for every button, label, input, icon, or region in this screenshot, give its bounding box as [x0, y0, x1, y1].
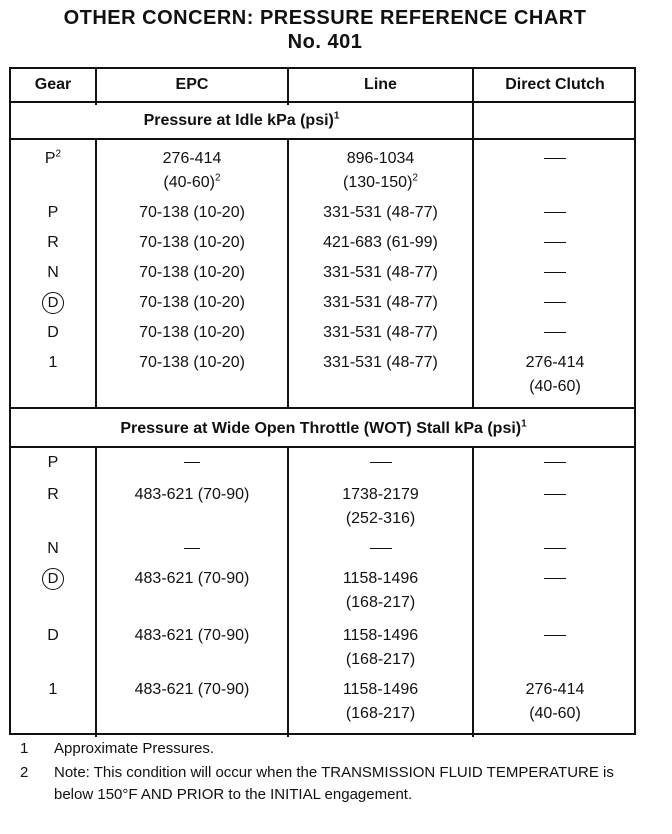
wot-row-6-dc-line-2: (40-60)	[529, 705, 581, 722]
idle-row-2-line-value: 331-531 (48-77)	[323, 204, 438, 221]
idle-row-7-line	[289, 351, 472, 375]
idle-row-7-gear-value: 1	[48, 354, 58, 371]
wot-row-6-line	[289, 678, 472, 726]
idle-row-1-gear-value: P	[44, 150, 56, 167]
idle-row-5-gear-circled: D	[42, 292, 64, 314]
wot-row-6-epc	[97, 678, 287, 702]
idle-row-6-epc-value: 70-138 (10-20)	[139, 324, 245, 341]
section-wot-footnote-ref: 1	[521, 418, 527, 430]
pressure-reference-table	[9, 67, 636, 735]
wot-row-1-gear	[11, 451, 95, 475]
header-line: Line	[364, 76, 397, 93]
wot-row-2-line	[289, 483, 472, 531]
idle-row-7-epc-value: 70-138 (10-20)	[139, 354, 245, 371]
wot-row-5-line-line-1: 1158-1496	[342, 627, 419, 644]
chart-number: No. 401	[287, 31, 363, 53]
wot-row-1-epc-dash	[184, 462, 200, 463]
idle-row-3-gear	[11, 231, 95, 255]
footnote-1-number: 1	[20, 740, 29, 757]
section-idle-title	[11, 109, 472, 133]
idle-row-4-epc	[97, 261, 287, 285]
idle-row-3-line	[289, 231, 472, 255]
idle-row-7-line-value: 331-531 (48-77)	[323, 354, 438, 371]
idle-row-1-epc-footnote-ref: 2	[215, 172, 221, 184]
idle-row-4-line	[289, 261, 472, 285]
idle-row-3-epc	[97, 231, 287, 255]
wot-row-1-gear-value: P	[47, 454, 59, 471]
idle-row-1-line	[289, 147, 472, 195]
idle-row-7-dc-line-1: 276-414	[525, 354, 585, 371]
idle-row-2-dc	[474, 201, 636, 225]
idle-row-5-epc	[97, 291, 287, 315]
wot-row-6-line-line-1: 1158-1496	[342, 681, 419, 698]
wot-row-2-gear-value: R	[47, 486, 59, 503]
idle-row-4-gear-value: N	[47, 264, 59, 281]
idle-row-5-dc-dash	[544, 302, 566, 303]
idle-section-divider	[11, 138, 634, 140]
header-divider	[11, 101, 634, 103]
idle-row-1-line-footnote-ref: 2	[412, 172, 418, 184]
idle-row-4-dc-dash	[544, 272, 566, 273]
wot-row-4-line-line-1: 1158-1496	[342, 570, 419, 587]
wot-row-5-epc-value: 483-621 (70-90)	[134, 627, 250, 644]
idle-row-6-dc-dash	[544, 332, 566, 333]
idle-row-2-gear-value: P	[47, 204, 59, 221]
idle-row-5-epc-value: 70-138 (10-20)	[139, 294, 245, 311]
wot-row-3-epc-dash	[184, 548, 200, 549]
wot-row-6-line-line-2: (168-217)	[345, 705, 416, 722]
wot-row-3-dc	[474, 537, 636, 561]
section-idle-label: Pressure at Idle kPa (psi)	[143, 112, 334, 129]
idle-row-6-gear	[11, 321, 95, 345]
footnote-1-text: Approximate Pressures.	[54, 740, 215, 757]
idle-row-7-epc	[97, 351, 287, 375]
wot-row-1-line	[289, 451, 472, 475]
idle-row-7-dc	[474, 351, 636, 399]
wot-row-2-epc-value: 483-621 (70-90)	[134, 486, 250, 503]
chart-title-line1: OTHER CONCERN: PRESSURE REFERENCE CHART	[63, 7, 587, 29]
idle-row-2-line	[289, 201, 472, 225]
wot-row-5-epc	[97, 624, 287, 648]
wot-row-1-line-dash	[370, 462, 392, 463]
idle-row-5-line	[289, 291, 472, 315]
idle-row-1-dc-dash	[544, 158, 566, 159]
wot-row-1-epc	[97, 451, 287, 475]
idle-row-2-dc-dash	[544, 212, 566, 213]
section-idle-footnote-ref: 1	[333, 110, 340, 122]
idle-row-1-gear-footnote-ref: 2	[55, 148, 62, 160]
idle-row-6-dc	[474, 321, 636, 345]
wot-row-1-dc	[474, 451, 636, 475]
wot-row-2-dc-dash	[544, 494, 566, 495]
idle-row-1-line-line-1: 896-1034	[346, 150, 415, 167]
idle-row-1-epc	[97, 147, 287, 195]
wot-row-6-dc-line-1: 276-414	[525, 681, 585, 698]
wot-row-5-gear-value: D	[47, 627, 59, 644]
header-direct-clutch: Direct Clutch	[505, 76, 605, 93]
idle-row-1-epc-line-1: 276-414	[162, 150, 222, 167]
wot-row-6-gear-value: 1	[48, 681, 58, 698]
wot-row-6-gear	[11, 678, 95, 702]
wot-row-3-line	[289, 537, 472, 561]
footnote-2-number: 2	[20, 764, 29, 781]
idle-row-2-epc	[97, 201, 287, 225]
wot-row-4-gear-circled: D	[42, 568, 64, 590]
idle-row-4-line-value: 331-531 (48-77)	[323, 264, 438, 281]
wot-row-3-gear-value: N	[47, 540, 59, 557]
header-gear: Gear	[34, 76, 72, 93]
idle-row-4-dc	[474, 261, 636, 285]
idle-row-5-line-value: 331-531 (48-77)	[323, 294, 438, 311]
wot-row-5-gear	[11, 624, 95, 648]
idle-row-6-line	[289, 321, 472, 345]
idle-row-2-epc-value: 70-138 (10-20)	[139, 204, 245, 221]
footnote-1	[20, 738, 614, 760]
idle-row-6-line-value: 331-531 (48-77)	[323, 324, 438, 341]
idle-row-5-dc	[474, 291, 636, 315]
wot-row-6-dc	[474, 678, 636, 726]
idle-row-5-gear	[11, 291, 95, 315]
section-wot-label: Pressure at Wide Open Throttle (WOT) Stall kPa (psi)	[120, 420, 522, 437]
idle-row-7-dc-line-2: (40-60)	[529, 378, 581, 395]
wot-section-divider	[11, 446, 634, 448]
idle-row-1-dc	[474, 147, 636, 171]
section-wot-title	[11, 417, 636, 441]
chart-title	[0, 6, 650, 54]
wot-row-3-epc	[97, 537, 287, 561]
idle-row-4-gear	[11, 261, 95, 285]
wot-row-2-line-line-1: 1738-2179	[342, 486, 419, 503]
footnote-2	[20, 762, 614, 806]
wot-row-3-dc-dash	[544, 548, 566, 549]
footnote-2-text: Note: This condition will occur when the TRANSMISSION FLUID TEMPERATURE is below 150°F AND PRIOR to the INITIAL engagement.	[54, 764, 614, 803]
wot-row-5-dc	[474, 624, 636, 648]
wot-row-4-epc-value: 483-621 (70-90)	[134, 570, 250, 587]
wot-row-2-dc	[474, 483, 636, 507]
idle-row-3-gear-value: R	[47, 234, 59, 251]
wot-row-3-gear	[11, 537, 95, 561]
wot-section-top-divider	[11, 407, 634, 409]
wot-row-2-line-line-2: (252-316)	[345, 510, 416, 527]
header-epc: EPC	[175, 76, 209, 93]
wot-row-4-dc-dash	[544, 578, 566, 579]
wot-row-1-dc-dash	[544, 462, 566, 463]
wot-row-2-epc	[97, 483, 287, 507]
idle-row-6-epc	[97, 321, 287, 345]
wot-row-5-line-line-2: (168-217)	[345, 651, 416, 668]
wot-row-4-line-line-2: (168-217)	[345, 594, 416, 611]
idle-row-3-dc	[474, 231, 636, 255]
wot-row-5-dc-dash	[544, 635, 566, 636]
wot-row-4-dc	[474, 567, 636, 591]
wot-row-6-epc-value: 483-621 (70-90)	[134, 681, 250, 698]
idle-row-1-line-line-2: $(130-150)^2$	[343, 172, 418, 191]
idle-row-1-gear	[11, 147, 95, 171]
wot-row-5-line	[289, 624, 472, 672]
wot-row-2-gear	[11, 483, 95, 507]
idle-row-3-line-value: 421-683 (61-99)	[323, 234, 438, 251]
wot-row-4-epc	[97, 567, 287, 591]
wot-row-4-gear	[11, 567, 95, 591]
idle-row-1-epc-line-2: $(40-60)^2$	[163, 172, 221, 191]
wot-row-4-line	[289, 567, 472, 615]
idle-row-7-gear	[11, 351, 95, 375]
idle-row-3-epc-value: 70-138 (10-20)	[139, 234, 245, 251]
wot-row-3-line-dash	[370, 548, 392, 549]
idle-row-4-epc-value: 70-138 (10-20)	[139, 264, 245, 281]
idle-row-6-gear-value: D	[47, 324, 59, 341]
idle-row-3-dc-dash	[544, 242, 566, 243]
idle-row-2-gear	[11, 201, 95, 225]
